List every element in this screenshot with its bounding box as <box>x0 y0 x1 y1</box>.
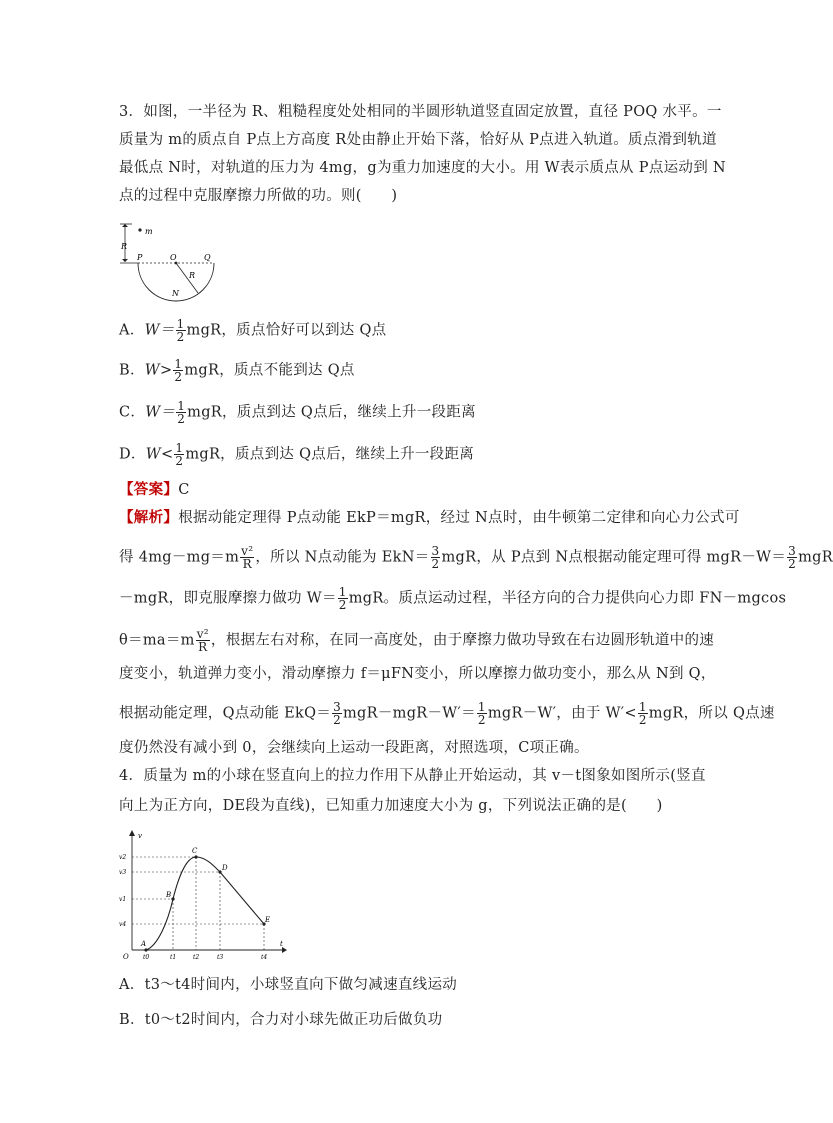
q3-analysis-line-7: 度仍然没有减小到 0，会继续向上运动一段距离，对照选项，C项正确。 <box>119 740 589 756</box>
q4-point-D: D <box>222 864 228 872</box>
q3-line-1: 3．如图，一半径为 R、粗糙程度处处相同的半圆形轨道竖直固定放置，直径 POQ 水平。一 <box>119 104 722 120</box>
q4-option-b: B．t0～t2时间内，合力对小球先做正功后做负功 <box>119 1012 443 1028</box>
q3-option-d: D．W< $\frac{1}{2}$ mgR，质点到达 Q点后，继续上升一段距离 <box>119 441 475 468</box>
q4-option-a: A．t3～t4时间内，小球竖直向下做匀减速直线运动 <box>119 977 458 993</box>
q4-axis-v: v <box>138 832 142 840</box>
q4-tick-t4: t4 <box>261 954 268 961</box>
answer-tag: 【答案】 <box>119 481 179 498</box>
q4-line-1: 4．质量为 m的小球在竖直向上的拉力作用下从静止开始运动，其 v－t图象如图所示(竖直 <box>119 768 706 784</box>
q3-fig-N: N <box>172 289 179 298</box>
q4-point-B: B <box>166 891 172 899</box>
q3-answer: 【答案】C <box>119 481 190 498</box>
q3-line-2: 质量为 m的质点自 P点上方高度 R处由静止开始下落，恰好从 P点进入轨道。质点滑到轨道 <box>119 132 717 148</box>
q4-origin: O <box>123 953 129 961</box>
q3-fig-R-height: R <box>121 242 128 251</box>
q3-option-a: A．W＝ $\frac{1}{2}$ mgR，质点恰好可以到达 Q点 <box>119 317 387 344</box>
q4-point-A: A <box>141 940 147 948</box>
q4-vt-graph <box>118 826 293 966</box>
q4-point-E: E <box>265 916 271 924</box>
q3-analysis-line-1: 【解析】根据动能定理得 P点动能 EkP＝mgR，经过 N点时，由牛顿第二定律和向心力公式可 <box>119 509 740 526</box>
q3-line-4: 点的过程中克服摩擦力所做的功。则( ) <box>119 188 398 204</box>
q4-tick-t0: t0 <box>143 954 150 961</box>
q3-option-b: B．W> $\frac{1}{2}$ mgR，质点不能到达 Q点 <box>119 357 355 384</box>
q4-tick-t2: t2 <box>193 954 200 961</box>
q4-point-C: C <box>192 847 198 855</box>
q3-analysis-line-3: －mgR，即克服摩擦力做功 W＝ $\frac{1}{2}$ mgR。质点运动过程，半径方向的合力提供向心力即 FN－mgcos <box>119 585 787 612</box>
q3-analysis-line-4: θ＝ma＝m $\frac{\text{v²}}{R}$ ，根据左右对称，在同一高度处，由于摩擦力做功导致在右边圆形轨道中的速 <box>119 627 715 654</box>
q3-option-c: C．W＝ $\frac{1}{2}$ mgR，质点到达 Q点后，继续上升一段距离 <box>119 399 476 426</box>
q3-analysis-line-2: 得 4mg－mg＝m $\frac{\text{v²}}{R}$ ，所以 N点动能为 EkN＝ $\frac{3}{2}$ mgR，从 P点到 N点根据动能定理可得 mgR－W＝ $\frac{3}{2}$ mgR <box>119 544 833 571</box>
q3-fig-P: P <box>137 253 143 262</box>
q4-tick-t1: t1 <box>170 954 177 961</box>
q3-fig-O: O <box>170 253 177 262</box>
q4-line-2: 向上为正方向，DE段为直线)，已知重力加速度大小为 g，下列说法正确的是( ) <box>119 798 663 814</box>
q3-fig-m: m <box>145 227 153 236</box>
q3-analysis-line-6: 根据动能定理，Q点动能 EkQ＝ $\frac{3}{2}$ mgR－mgR－W′＝ $\frac{1}{2}$ mgR－W′，由于 W′< $\frac{1}{2}$ mgR，所以 Q点速 <box>119 700 775 727</box>
q3-line-3: 最低点 N时，对轨道的压力为 4mg，g为重力加速度的大小。用 W表示质点从 P点运动到 N <box>119 160 726 176</box>
q4-tick-v2: v2 <box>119 854 127 861</box>
q3-fig-R-radius: R <box>189 271 196 280</box>
q4-tick-v4: v4 <box>119 921 127 928</box>
q3-analysis-line-5: 度变小，轨道弹力变小，滑动摩擦力 f＝μFN变小，所以摩擦力做功变小，那么从 N到 Q， <box>119 666 716 682</box>
q4-tick-v1: v1 <box>119 896 127 903</box>
q3-figure <box>116 222 226 302</box>
q4-axis-t: t <box>280 940 283 948</box>
q4-tick-t3: t3 <box>217 954 224 961</box>
q4-tick-v3: v3 <box>119 869 127 876</box>
analysis-tag: 【解析】 <box>119 509 179 526</box>
q3-fig-Q: Q <box>204 253 211 262</box>
